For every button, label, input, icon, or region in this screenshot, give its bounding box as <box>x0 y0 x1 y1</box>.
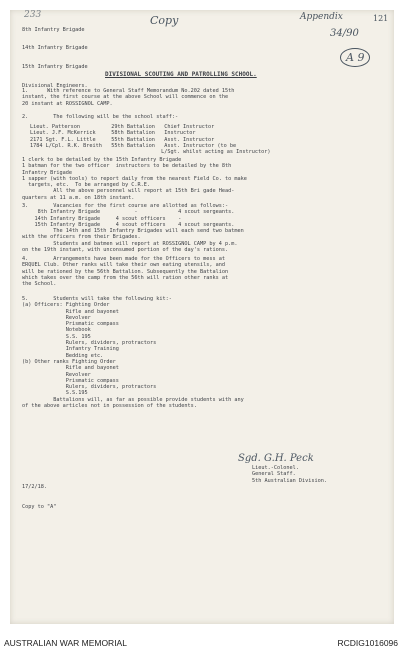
copy-to: Copy to "A" <box>22 504 57 510</box>
ref-number: 121 <box>373 14 389 23</box>
paragraph-2-intro: 2. The following will be the school staff:- <box>22 114 179 120</box>
signature: Sgd. G.H. Peck <box>238 453 314 464</box>
top-right-note: Appendix <box>300 12 343 22</box>
date: 17/2/18. <box>22 484 47 490</box>
paragraph-5: 5. Students will take the following kit:- (a) Officers: Fighting Order Rifle and bayonet Revolver Prismatic compass Notebook S.S. 195 Rulers, dividers, protractors Infantry Training Bedding etc. (b) Other ranks Fighting Order Rifle and bayonet Revolver Prismatic compass Rulers, dividers, protractors S.S.195 Battalions will, as far as possible provide students with any of the above articles not in possession of the students. <box>22 296 244 410</box>
circled-ref: A 9 <box>340 48 370 67</box>
paragraph-3: 3. Vacancies for the first course are allotted as follows:- 8th Infantry Brigade - 4 scout sergeants. 14th Infantry Brigade 4 scout officers - 15th Infantry Brigade 4 scout officers 4 scout sergeants. The 14th and 15th Infantry Brigades will each send two batmen with the officers from their Brigades. Students and batmen will report at ROSSIGNOL CAMP by 4 p.m. on the 19th instant, with unconsumed portion of the day's rations. <box>22 203 244 254</box>
archive-id: RCDIG1016096 <box>337 638 398 648</box>
recipient-line: 8th Infantry Brigade <box>22 26 85 33</box>
document-title: DIVISIONAL SCOUTING AND PATROLLING SCHOOL. <box>105 71 257 78</box>
signature-block: Lieut.-Colonel. General Staff. 5th Australian Division. <box>252 465 327 484</box>
archive-name: AUSTRALIAN WAR MEMORIAL <box>4 638 127 648</box>
recipient-list <box>22 14 88 96</box>
paragraph-2-more: 1 clerk to be detailed by the 15th Infantry Brigade 1 batman for the two officer instructors to be detailed by the 8th Infantry Brigade 1 sapper (with tools) to report daily from the nearest Field Co. to make targets, etc. To be arranged by C.R.E. All the above personnel will report at 15th Bri gade Head- quarters at 11 a.m. on 18th instant. <box>22 157 247 201</box>
ref-code: 34/90 <box>330 28 359 39</box>
recipient-line: Divisional Engineers. <box>22 83 88 90</box>
recipient-line: 15th Infantry Brigade <box>22 64 88 71</box>
staff-list: Lieut. Patterson 29th Battalion Chief Instructor Lieut. J.F. McKerrick 58th Battalion Instructor 2171 Sgt. F.L. Little 55th Battalion Asst. Instructor 1784 L/Cpl. R.K. Breith 55th Battalion Asst. Instructor (to be L/Sgt. whilst acting as Instructor) <box>30 124 271 156</box>
archive-footer <box>0 630 404 654</box>
copy-note: Copy <box>150 14 179 27</box>
paragraph-4: 4. Arrangements have been made for the Officers to mess at ERQUEL Club. Other ranks will take their own eating utensils, and will be rationed by the 56th Battalion. Subsequently the Battalion which takes over the camp from the 56th will ration other ranks at the School. <box>22 256 229 288</box>
corner-number: 233 <box>24 10 42 20</box>
paragraph-1: 1. With reference to General Staff Memorandum No.202 dated 15th instant, the first course at the above School will commence on the 20 instant at ROSSIGNOL CAMP. <box>22 88 235 107</box>
recipient-line: 14th Infantry Brigade <box>22 45 88 52</box>
